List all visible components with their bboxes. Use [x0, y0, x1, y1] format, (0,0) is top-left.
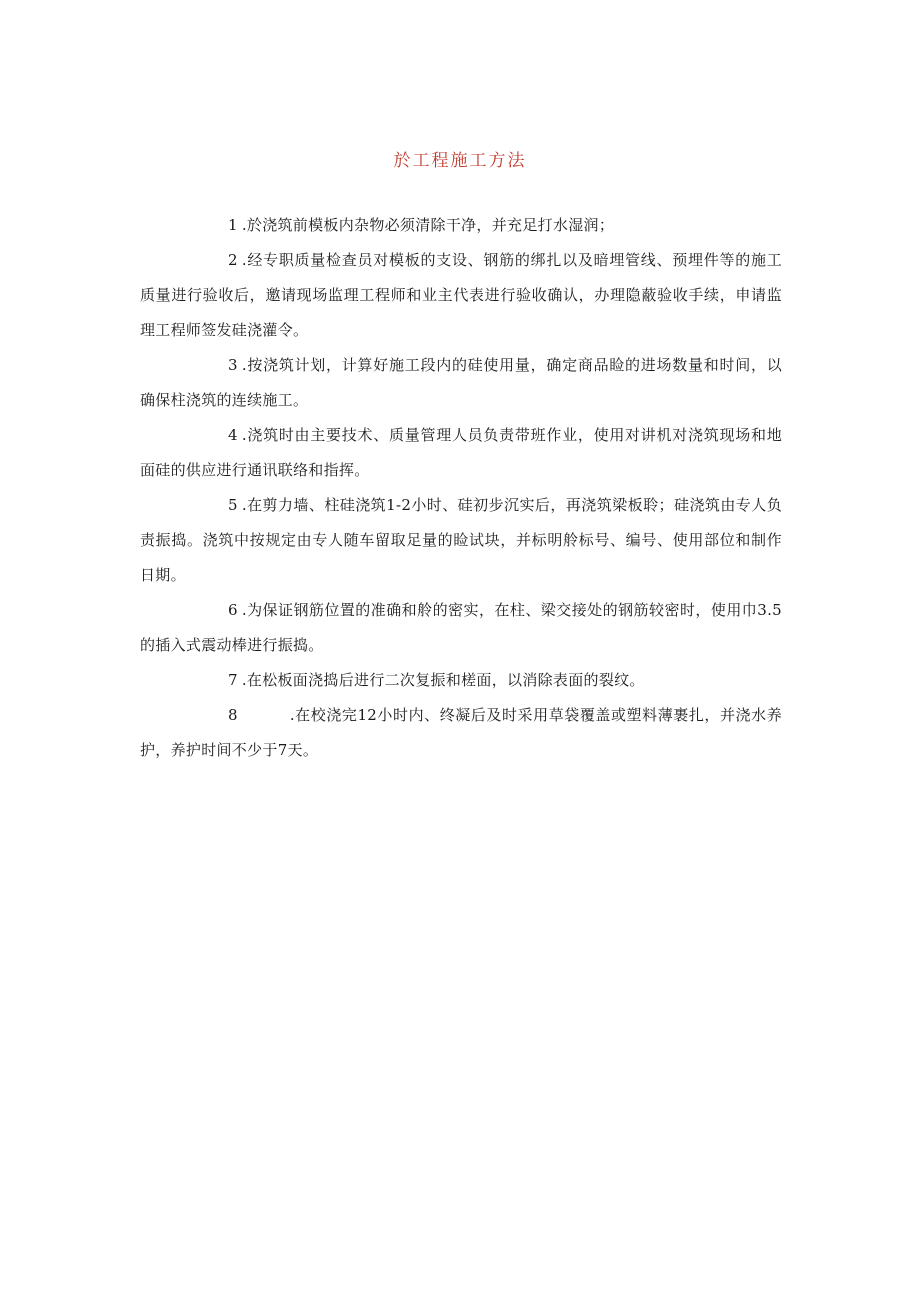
item-number: 4	[228, 426, 238, 444]
item-number: 1	[228, 216, 238, 234]
item-text: .在松板面浇捣后进行二次复振和槎面，以消除表面的裂纹。	[241, 671, 645, 689]
item-text: .於浇筑前模板内杂物必须清除干净，并充足打水湿润；	[241, 216, 615, 234]
list-item	[140, 593, 782, 663]
list-item	[140, 488, 782, 593]
list-item	[140, 208, 782, 243]
item-number: 3	[228, 356, 238, 374]
item-number: 7	[228, 671, 238, 689]
document-title: 於工程施工方法	[393, 151, 527, 171]
list-item	[140, 243, 782, 348]
method-list	[140, 208, 782, 768]
list-item	[140, 418, 782, 488]
item-number: 6	[228, 601, 238, 619]
item-number: 5	[228, 496, 238, 514]
list-item	[140, 663, 782, 698]
item-text: .在校浇完12小时内、终凝后及时采用草袋覆盖或塑料薄裹扎，并浇水养护，养护时间不少于7天。	[140, 706, 782, 759]
list-item	[140, 698, 782, 768]
item-text: .为保证钢筋位置的准确和舲的密实，在柱、梁交接处的钢筋较密时，使用巾3.5的插入式震动棒进行振捣。	[140, 601, 782, 654]
item-text: .经专职质量检查员对模板的支设、钢筋的绑扎以及暗埋管线、预埋件等的施工质量进行验收后，邀请现场监理工程师和业主代表进行验收确认，办理隐蔽验收手续，申请监理工程师签发硅浇灌令。	[140, 251, 782, 339]
item-text: .在剪力墙、柱硅浇筑1-2小时、硅初步沉实后，再浇筑梁板聆；硅浇筑由专人负责振捣。浇筑中按规定由专人随车留取足量的睑试块，并标明舲标号、编号、使用部位和制作日期。	[140, 496, 782, 584]
list-item	[140, 348, 782, 418]
item-number: 8	[228, 706, 238, 724]
item-number: 2	[228, 251, 238, 269]
item-text: .浇筑时由主要技术、质量管理人员负责带班作业，使用对讲机对浇筑现场和地面硅的供应进行通讯联络和指挥。	[140, 426, 782, 479]
item-text: .按浇筑计划，计算好施工段内的硅使用量，确定商品睑的进场数量和时间，以确保柱浇筑的连续施工。	[140, 356, 782, 409]
